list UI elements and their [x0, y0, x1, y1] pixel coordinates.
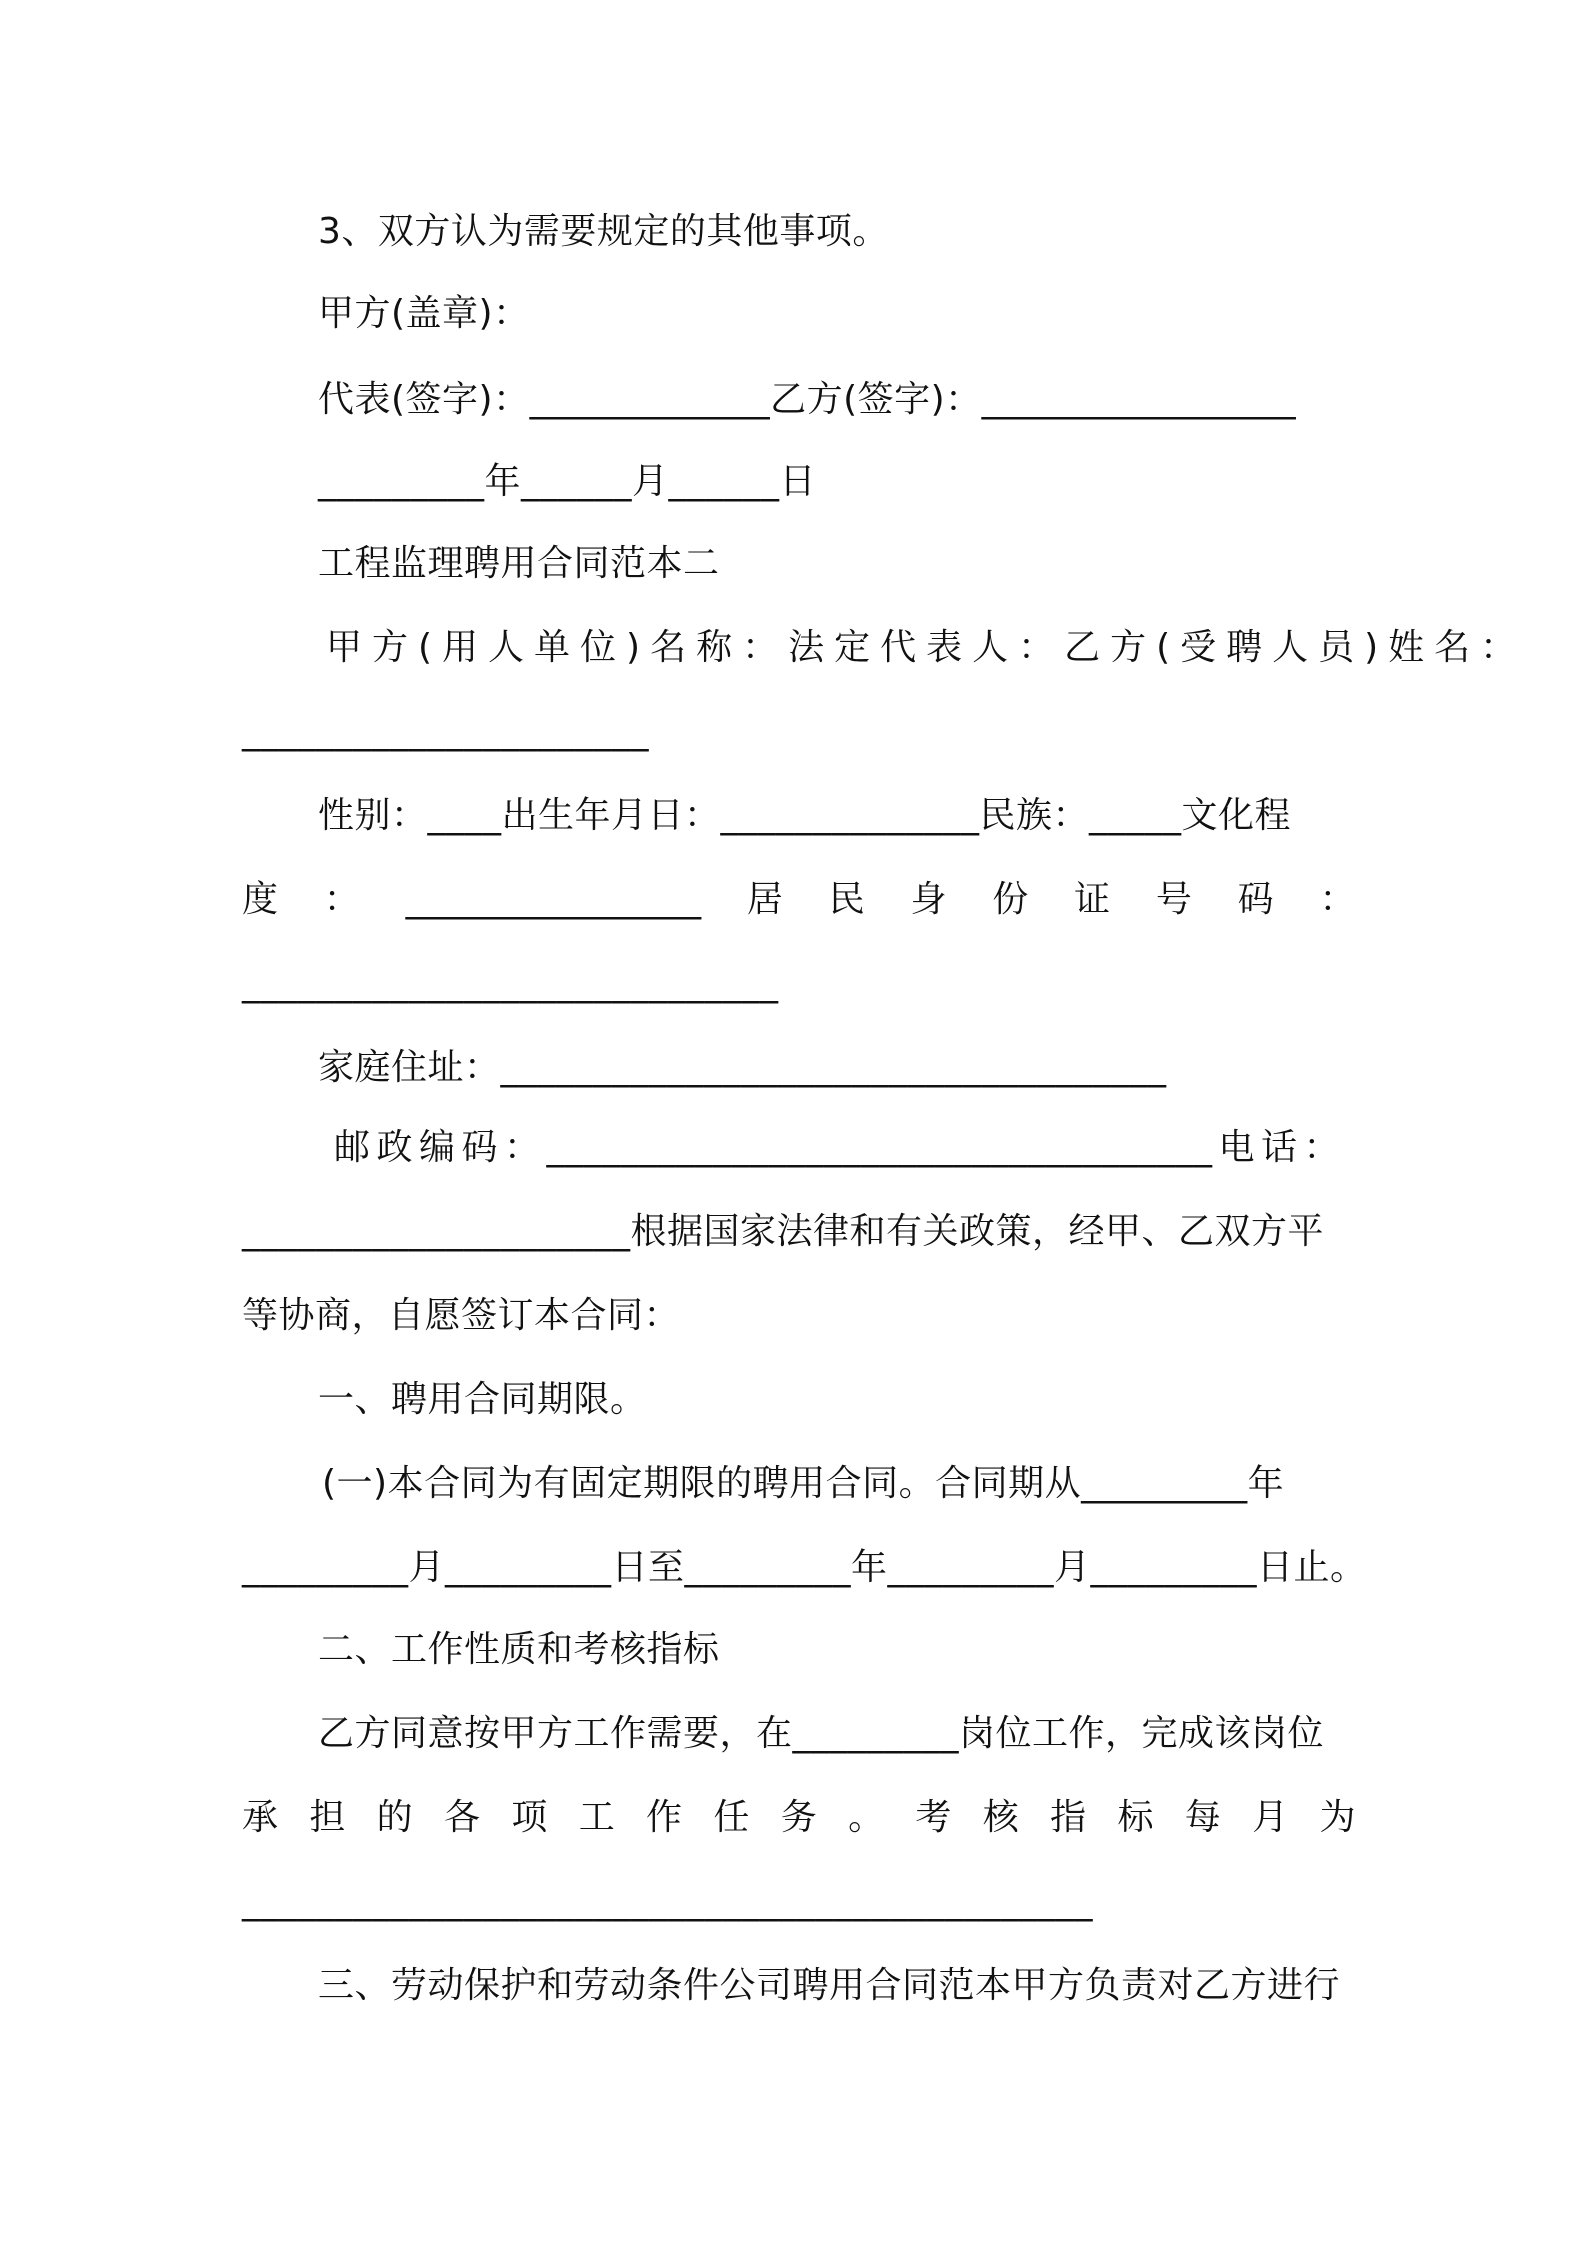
party-a-seal-label: 甲方(盖章)：	[318, 293, 530, 334]
assessment-blank-line: ______________________________________________	[242, 1881, 1093, 1922]
voluntary-agreement-line: 等协商，自愿签订本合同：	[242, 1295, 681, 1336]
fixed-term-contract-line: (一)本合同为有固定期限的聘用合同。合同期从_________年	[322, 1463, 1285, 1504]
section-2-heading: 二、工作性质和考核指标	[318, 1629, 720, 1670]
id-number-blank-line: _____________________________	[242, 963, 779, 1004]
phone-blank-legal-basis-line: _____________________根据国家法律和有关政策，经甲、乙双方平	[242, 1211, 1325, 1252]
section-3-heading: 三、劳动保护和劳动条件公司聘用合同范本甲方负责对乙方进行	[318, 1965, 1341, 2006]
clause-3-other-matters: 3、双方认为需要规定的其他事项。	[318, 211, 889, 252]
name-blank-line: ______________________	[242, 711, 649, 752]
contract-template-title: 工程监理聘用合同范本二	[318, 543, 720, 584]
education-id-line: 度：________________居民身份证号码：	[242, 879, 1356, 920]
gender-birth-ethnicity-line: 性别：____出生年月日：______________民族：_____文化程	[318, 795, 1292, 836]
section-1-heading: 一、聘用合同期限。	[318, 1379, 647, 1420]
home-address-line: 家庭住址：____________________________________	[318, 1047, 1167, 1088]
postcode-phone-line: 邮政编码：____________________________________电话：	[334, 1127, 1340, 1168]
date-line: _________年______月______日	[318, 461, 816, 502]
job-position-line: 乙方同意按甲方工作需要，在_________岗位工作，完成该岗位	[318, 1713, 1325, 1754]
representative-signature-line: 代表(签字)：_____________乙方(签字)：_________________	[318, 379, 1297, 420]
contract-period-dates-line: _________月_________日至_________年_________月_________日止。	[242, 1547, 1367, 1588]
assessment-indicator-line: 承担的各项工作任务。考核指标每月为	[242, 1797, 1356, 1838]
party-names-line: 甲方(用人单位)名称：法定代表人：乙方(受聘人员)姓名：	[326, 627, 1527, 668]
